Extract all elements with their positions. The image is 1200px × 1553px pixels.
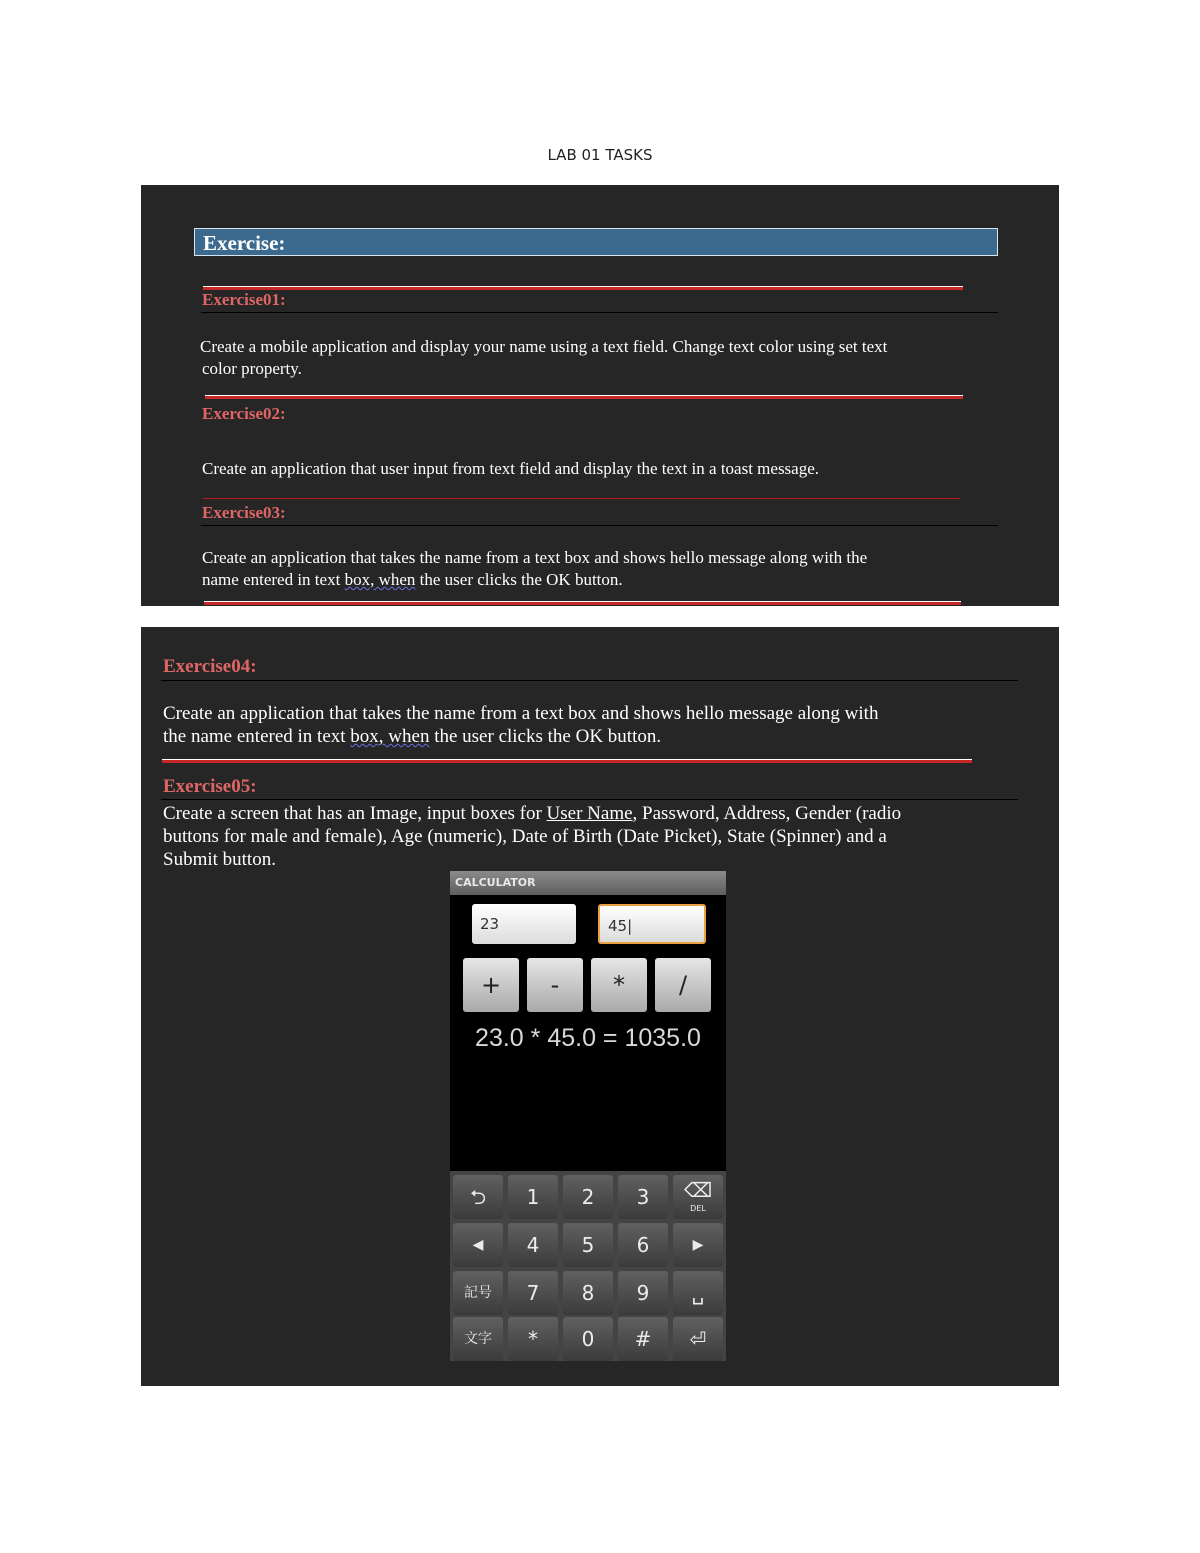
exercise05-line1 xyxy=(163,802,1043,825)
exercise02-title: Exercise02: xyxy=(202,404,286,423)
add-button[interactable]: + xyxy=(463,958,519,1012)
exercise03-title: Exercise03: xyxy=(202,503,286,522)
divide-button[interactable]: / xyxy=(655,958,711,1012)
enter-key[interactable]: ⏎ xyxy=(673,1317,723,1361)
exercise03-line1: Create an application that takes the name from a text box and shows hello message along with the xyxy=(202,548,868,567)
page-title: LAB 01 TASKS xyxy=(547,146,653,164)
calculator-titlebar: CALCULATOR xyxy=(450,871,726,895)
exercise05-line3: Submit button. xyxy=(163,849,276,871)
text-segment: Create a screen that has an Image, input boxes for xyxy=(163,803,547,824)
key-1[interactable]: 1 xyxy=(508,1175,558,1219)
exercise03-line2 xyxy=(202,569,1002,591)
calculator-screenshot xyxy=(450,871,726,1361)
delete-key[interactable] xyxy=(673,1175,723,1219)
key-4[interactable]: 4 xyxy=(508,1223,558,1267)
multiply-button[interactable]: * xyxy=(591,958,647,1012)
exercise04-line2 xyxy=(163,725,1023,748)
key-hash[interactable]: # xyxy=(618,1317,668,1361)
left-arrow-key[interactable]: ◀ xyxy=(453,1223,503,1267)
key-2[interactable]: 2 xyxy=(563,1175,613,1219)
divider xyxy=(201,525,998,526)
exercise03-body xyxy=(202,547,1002,591)
text-segment: name entered in text xyxy=(202,570,345,590)
result-text: 23.0 * 45.0 = 1035.0 xyxy=(475,1024,701,1052)
exercise01-title: Exercise01: xyxy=(202,290,286,309)
exercise04-line1: Create an application that takes the name from a text box and shows hello message along with xyxy=(163,703,879,724)
key-8[interactable]: 8 xyxy=(563,1271,613,1315)
exercise02-line1: Create an application that user input from text field and display the text in a toast message. xyxy=(202,459,820,478)
divider xyxy=(203,498,960,499)
exercise01-line1: Create a mobile application and display your name using a text field. Change text color using set text xyxy=(200,337,888,356)
exercise04-body xyxy=(163,702,1023,748)
divider xyxy=(204,601,961,605)
text-segment: , Password, Address, Gender (radio xyxy=(632,803,902,824)
exercise-header: Exercise: xyxy=(194,228,998,256)
text-segment: the user clicks the OK button. xyxy=(415,570,623,590)
divider xyxy=(205,395,963,399)
undo-key[interactable]: ⮌ xyxy=(453,1175,503,1219)
subtract-button[interactable]: - xyxy=(527,958,583,1012)
right-arrow-key[interactable]: ▶ xyxy=(673,1223,723,1267)
first-number-input[interactable]: 23 xyxy=(472,904,576,944)
key-9[interactable]: 9 xyxy=(618,1271,668,1315)
exercise05-body xyxy=(163,802,1043,872)
underlined-text: User Name xyxy=(546,803,633,824)
divider xyxy=(161,680,1018,681)
key-asterisk[interactable]: * xyxy=(508,1317,558,1361)
text-segment: the name entered in text xyxy=(163,726,351,748)
delete-label: DEL xyxy=(690,1204,706,1213)
exercise01-body xyxy=(200,336,1000,380)
key-3[interactable]: 3 xyxy=(618,1175,668,1219)
exercise01-line2: color property. xyxy=(202,359,302,379)
space-key[interactable]: ␣ xyxy=(673,1271,723,1315)
divider xyxy=(161,799,1018,800)
spellcheck-text: box, when xyxy=(344,570,416,590)
divider xyxy=(203,286,963,290)
divider xyxy=(201,312,998,313)
divider xyxy=(162,759,972,763)
exercise-panel-1 xyxy=(141,185,1059,606)
soft-keyboard xyxy=(450,1171,726,1361)
delete-icon: ⌫ xyxy=(683,1178,713,1202)
spellcheck-text: box, when xyxy=(350,726,430,748)
exercise05-title: Exercise05: xyxy=(163,776,257,797)
key-7[interactable]: 7 xyxy=(508,1271,558,1315)
key-0[interactable]: 0 xyxy=(563,1317,613,1361)
second-number-input[interactable]: 45| xyxy=(598,904,706,944)
text-segment: the user clicks the OK button. xyxy=(429,726,662,748)
exercise02-body xyxy=(202,458,1002,480)
symbols-key[interactable]: 記号 xyxy=(453,1271,503,1315)
exercise05-line2: buttons for male and female), Age (numeric), Date of Birth (Date Picket), State (Spinner) and a xyxy=(163,826,887,848)
characters-key[interactable]: 文字 xyxy=(453,1317,503,1361)
key-6[interactable]: 6 xyxy=(618,1223,668,1267)
key-5[interactable]: 5 xyxy=(563,1223,613,1267)
exercise-panel-2 xyxy=(141,627,1059,1386)
exercise04-title: Exercise04: xyxy=(163,656,257,677)
